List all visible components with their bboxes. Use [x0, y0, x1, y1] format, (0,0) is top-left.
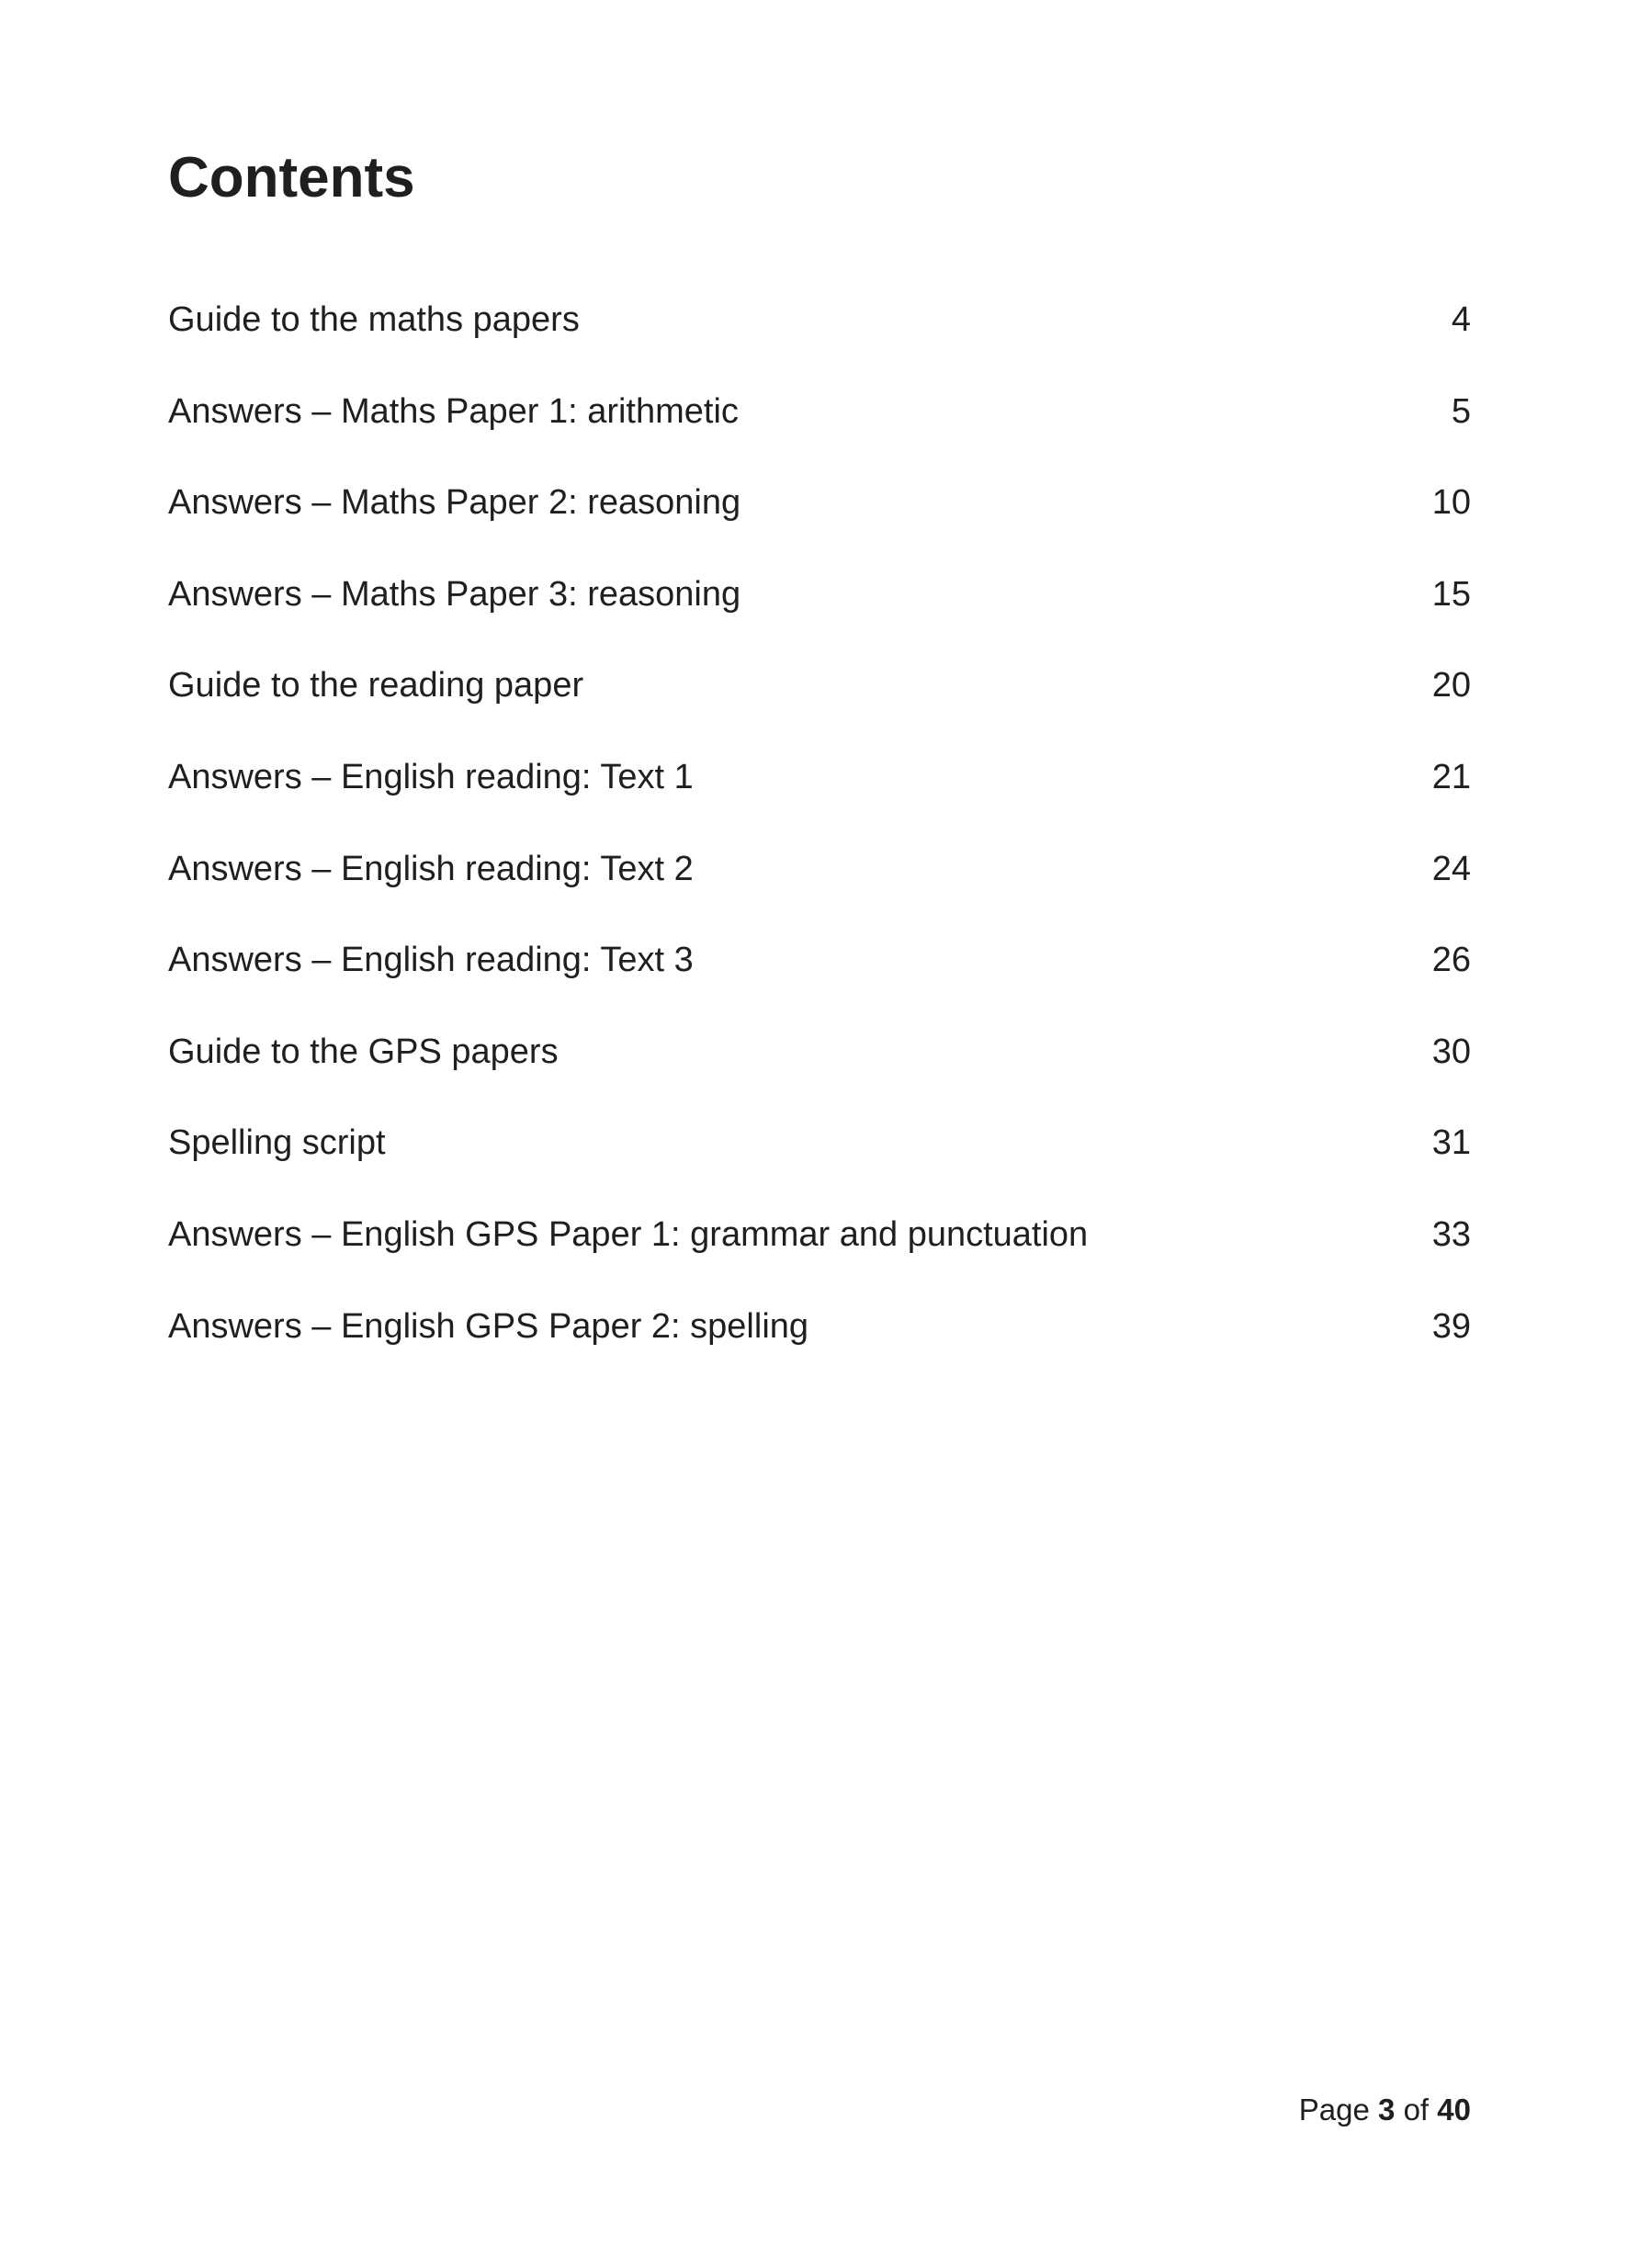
- toc-entry[interactable]: [168, 841, 1471, 933]
- toc-entry[interactable]: [168, 475, 1471, 567]
- footer-of-word: of: [1403, 2093, 1430, 2127]
- toc-entry[interactable]: [168, 932, 1471, 1024]
- toc-entry-label: Answers – Maths Paper 2: reasoning: [168, 483, 741, 523]
- toc-entry-label: Answers – English GPS Paper 2: spelling: [168, 1306, 809, 1346]
- toc-entry[interactable]: [168, 750, 1471, 841]
- toc-entry[interactable]: [168, 1115, 1471, 1207]
- toc-entry-page-number: 4: [1451, 300, 1471, 339]
- toc-entry-label: Answers – English reading: Text 3: [168, 941, 694, 980]
- toc-entry-page-number: 33: [1431, 1214, 1471, 1254]
- toc-entry-page-number: 24: [1431, 849, 1471, 888]
- toc-entry-page-number: 26: [1431, 941, 1471, 980]
- page-title: Contents: [168, 146, 415, 209]
- toc-entry-page-number: 39: [1431, 1306, 1471, 1346]
- toc-entry[interactable]: [168, 567, 1471, 659]
- footer-current-page: 3: [1378, 2093, 1396, 2127]
- toc-entry-label: Guide to the reading paper: [168, 666, 584, 705]
- toc-entry[interactable]: [168, 658, 1471, 750]
- footer-page-word: Page: [1298, 2093, 1370, 2127]
- toc-entry[interactable]: [168, 292, 1471, 384]
- toc-entry-page-number: 20: [1431, 666, 1471, 705]
- toc-entry[interactable]: [168, 1207, 1471, 1299]
- toc-entry-page-number: 10: [1431, 483, 1471, 523]
- toc-entry-label: Answers – English GPS Paper 1: grammar and punctuation: [168, 1214, 1089, 1254]
- toc-entry-page-number: 15: [1431, 574, 1471, 614]
- page-footer: [1299, 2087, 1471, 2133]
- toc-entry-label: Guide to the maths papers: [168, 300, 580, 339]
- footer-total-pages: 40: [1437, 2093, 1471, 2127]
- toc-entry-page-number: 30: [1431, 1032, 1471, 1071]
- toc-entry-page-number: 5: [1451, 391, 1471, 431]
- toc-entry[interactable]: [168, 384, 1471, 476]
- toc-entry-label: Spelling script: [168, 1123, 386, 1163]
- toc-entry[interactable]: [168, 1024, 1471, 1116]
- toc-entry-label: Guide to the GPS papers: [168, 1032, 559, 1071]
- table-of-contents: [168, 292, 1471, 1390]
- toc-entry-label: Answers – English reading: Text 1: [168, 757, 694, 796]
- toc-entry-label: Answers – English reading: Text 2: [168, 849, 694, 888]
- toc-entry-label: Answers – Maths Paper 1: arithmetic: [168, 391, 739, 431]
- toc-entry-page-number: 31: [1431, 1123, 1471, 1163]
- toc-entry-page-number: 21: [1431, 757, 1471, 796]
- toc-entry[interactable]: [168, 1299, 1471, 1391]
- toc-entry-label: Answers – Maths Paper 3: reasoning: [168, 574, 741, 614]
